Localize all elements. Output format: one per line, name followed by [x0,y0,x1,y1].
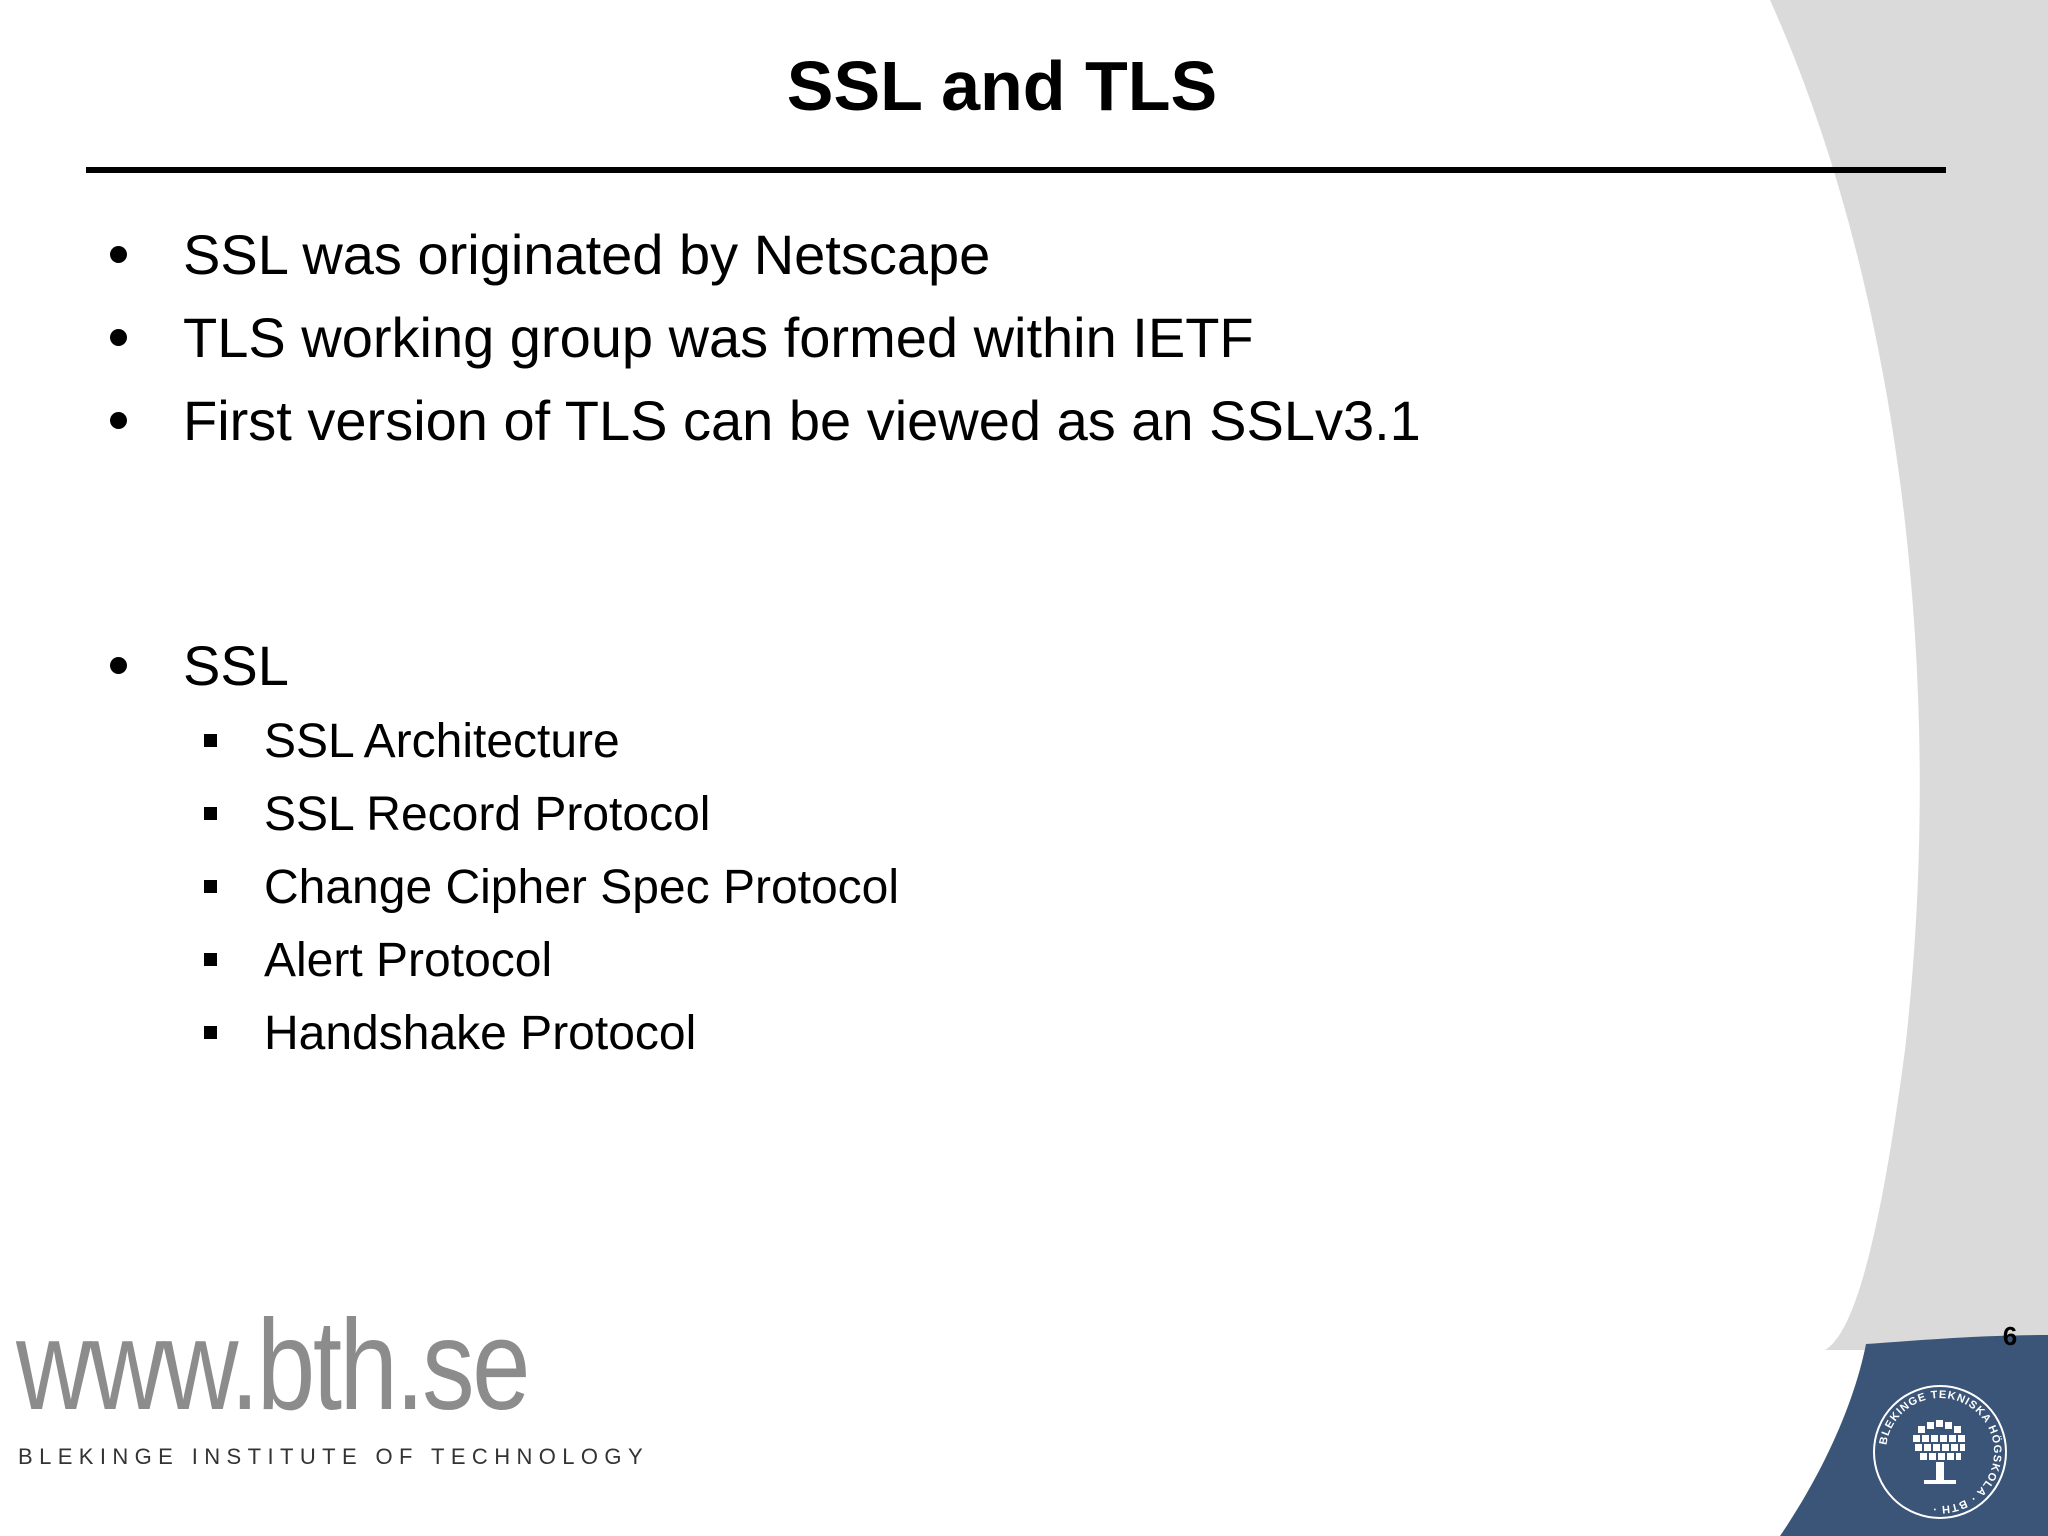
square-bullet-icon [204,734,217,747]
bullet-text: SSL [183,634,289,697]
bullet-text: TLS working group was formed within IETF [183,306,1254,369]
bth-seal-icon [1870,1382,2010,1522]
sub-bullet-text: Change Cipher Spec Protocol [264,861,900,914]
bullet-dot-icon [110,657,127,674]
bth-logo-url: www.bth.se [16,1294,529,1437]
title-divider [86,167,1946,173]
sub-bullet-text: SSL Architecture [264,715,620,768]
bullet-dot-icon [110,246,127,263]
sub-bullet-item [264,1005,696,1063]
bth-logo-tagline: BLEKINGE INSTITUTE OF TECHNOLOGY [18,1444,650,1469]
gray-arc-shape [1770,0,2048,1350]
sub-bullet-text: Handshake Protocol [264,1007,697,1060]
bullet-item [183,305,1254,371]
square-bullet-icon [204,1026,217,1039]
tree-icon [1913,1420,1965,1484]
sub-bullet-text: SSL Record Protocol [264,788,711,841]
sub-bullet-item [264,859,899,917]
square-bullet-icon [204,880,217,893]
svg-text:BLEKINGE TEKNISKA HÖGSKOLA · B: BLEKINGE TEKNISKA HÖGSKOLA · BTH · [1877,1388,2004,1516]
sub-bullet-text: Alert Protocol [264,934,553,987]
bullet-dot-icon [110,412,127,429]
bullet-text: First version of TLS can be viewed as an SSLv3.1 [183,389,1421,452]
page-number: 6 [2002,1321,2018,1351]
sub-bullet-item [264,786,710,844]
square-bullet-icon [204,807,217,820]
slide-title: SSL and TLS [786,47,1218,125]
bullet-dot-icon [110,329,127,346]
square-bullet-icon [204,953,217,966]
sub-bullet-item [264,932,552,990]
sub-bullet-item [264,713,620,771]
bullet-item [183,388,1421,454]
bullet-item [183,222,990,288]
bullet-text: SSL was originated by Netscape [183,223,991,286]
bullet-item [183,633,289,699]
